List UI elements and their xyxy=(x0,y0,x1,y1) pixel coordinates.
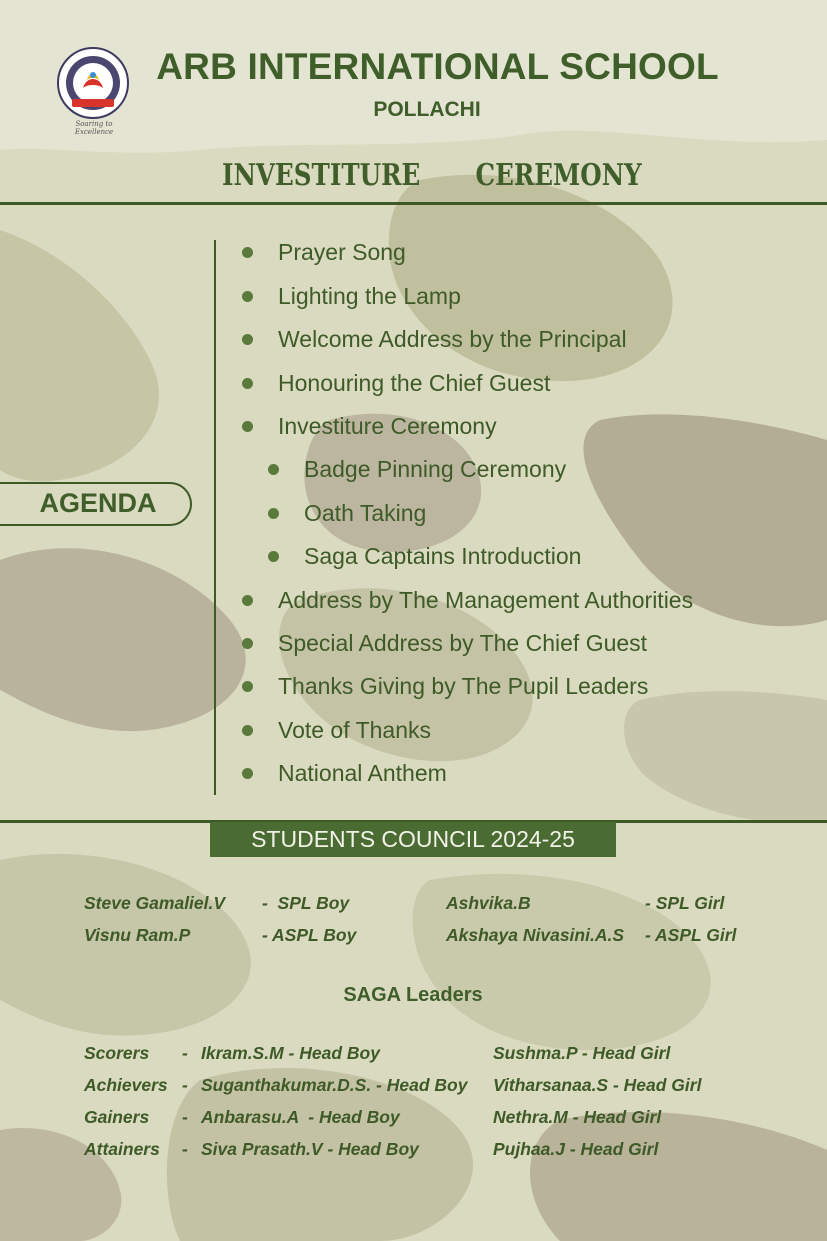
saga-head-boy: Siva Prasath.V - Head Boy xyxy=(201,1139,419,1159)
council-boy-role: - ASPL Boy xyxy=(262,925,357,945)
agenda-subitem: Saga Captains Introduction xyxy=(268,536,581,576)
bullet-icon xyxy=(242,247,253,258)
council-boy-name: Visnu Ram.P xyxy=(84,925,191,945)
bullet-icon xyxy=(242,725,253,736)
council-boy-name: Steve Gamaliel.V xyxy=(84,893,226,913)
agenda-item: Vote of Thanks xyxy=(242,710,431,750)
logo-motto: Soaring to Excellence xyxy=(74,120,114,136)
saga-dash: - xyxy=(182,1043,188,1063)
saga-house: Achievers xyxy=(84,1075,168,1095)
saga-head-girl: Pujhaa.J - Head Girl xyxy=(493,1139,659,1159)
header-divider xyxy=(0,202,827,205)
saga-head-boy: Suganthakumar.D.S. - Head Boy xyxy=(201,1075,468,1095)
saga-dash: - xyxy=(182,1139,188,1159)
agenda-subitem: Oath Taking xyxy=(268,493,426,533)
council-banner: STUDENTS COUNCIL 2024-25 xyxy=(210,822,616,857)
agenda-item: Honouring the Chief Guest xyxy=(242,363,550,403)
bullet-icon xyxy=(242,681,253,692)
saga-title: SAGA Leaders xyxy=(343,984,483,1006)
bullet-icon xyxy=(242,595,253,606)
bullet-icon xyxy=(242,421,253,432)
saga-head-girl: Nethra.M - Head Girl xyxy=(493,1107,662,1127)
school-name: ARB INTERNATIONAL SCHOOL xyxy=(156,46,719,87)
saga-head-girl: Sushma.P - Head Girl xyxy=(493,1043,671,1063)
saga-head-boy: Anbarasu.A - Head Boy xyxy=(201,1107,400,1127)
agenda-item: Thanks Giving by The Pupil Leaders xyxy=(242,666,648,706)
council-girl-role: - ASPL Girl xyxy=(645,925,737,945)
school-logo xyxy=(56,46,130,120)
agenda-divider xyxy=(214,240,216,795)
bullet-icon xyxy=(242,638,253,649)
council-girl-name: Akshaya Nivasini.A.S xyxy=(446,925,624,945)
saga-head-girl: Vitharsanaa.S - Head Girl xyxy=(493,1075,702,1095)
saga-head-boy: Ikram.S.M - Head Boy xyxy=(201,1043,380,1063)
agenda-item: Welcome Address by the Principal xyxy=(242,319,627,359)
agenda-item: Special Address by The Chief Guest xyxy=(242,623,647,663)
bullet-icon xyxy=(268,464,279,475)
agenda-item: Address by The Management Authorities xyxy=(242,580,693,620)
bullet-icon xyxy=(242,291,253,302)
school-city: POLLACHI xyxy=(373,98,481,121)
saga-house: Scorers xyxy=(84,1043,150,1063)
agenda-item: Prayer Song xyxy=(242,232,406,272)
agenda-label: AGENDA xyxy=(39,488,157,518)
saga-house: Gainers xyxy=(84,1107,150,1127)
agenda-item: National Anthem xyxy=(242,753,447,793)
bullet-icon xyxy=(268,551,279,562)
ceremony-title: INVESTITURE CEREMONY xyxy=(221,158,642,193)
bullet-icon xyxy=(268,508,279,519)
saga-dash: - xyxy=(182,1075,188,1095)
council-boy-role: - SPL Boy xyxy=(262,893,350,913)
agenda-item: Investiture Ceremony xyxy=(242,406,497,446)
saga-dash: - xyxy=(182,1107,188,1127)
council-girl-name: Ashvika.B xyxy=(446,893,531,913)
agenda-item: Lighting the Lamp xyxy=(242,276,461,316)
bullet-icon xyxy=(242,768,253,779)
saga-house: Attainers xyxy=(84,1139,160,1159)
council-girl-role: - SPL Girl xyxy=(645,893,725,913)
agenda-subitem: Badge Pinning Ceremony xyxy=(268,449,566,489)
bullet-icon xyxy=(242,334,253,345)
bullet-icon xyxy=(242,378,253,389)
